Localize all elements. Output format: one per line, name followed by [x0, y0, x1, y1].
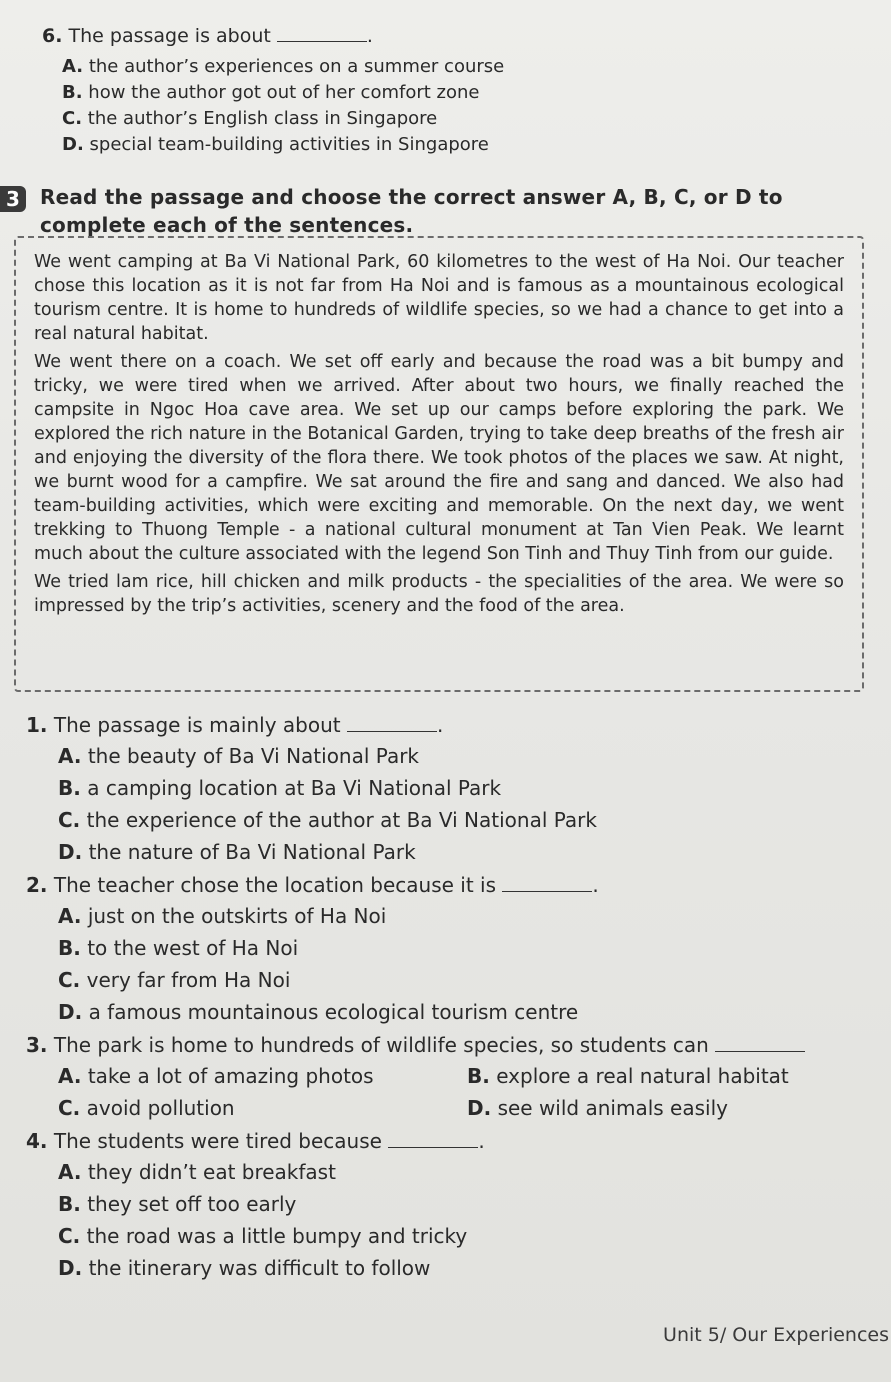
passage-paragraph-2: We went there on a coach. We set off early and because the road was a bit bumpy and tricky, we were tired when we arrived. After about two hours, we finally reached the campsite in Ngoc Hoa cave area. We set up our camps before exploring the park. We explored the rich nature in the Botanical Garden, trying to take deep breaths of the fresh air and enjoying the diversity of the flora there. We took photos of the places we saw. At night, we burnt wood for a campfire. We sat around the fire and sang and danced. We also had team-building activities, which were exciting and memorable. On the next day, we went trekking to Thuong Temple - a national cultural monument at Tan Vien Peak. We learnt much about the culture associated with the legend Son Tinh and Thuy Tinh from our guide. [34, 352, 844, 564]
question-2-option-c[interactable]: C. very far from Ha Noi [58, 968, 291, 992]
question-list [26, 708, 876, 1284]
question-4-option-a[interactable]: A. they didn’t eat breakfast [58, 1160, 336, 1184]
page-footer-unit-label: Unit 5/ Our Experiences [663, 1324, 889, 1346]
question-3-options-row-1 [58, 1060, 876, 1092]
question-6-stem: 6. The passage is about . [42, 25, 373, 47]
question-6-option-d[interactable]: D. special team-building activities in Singapore [62, 134, 489, 155]
question-4-option-c[interactable]: C. the road was a little bumpy and tricky [58, 1224, 468, 1248]
passage-paragraph-1: We went camping at Ba Vi National Park, 60 kilometres to the west of Ha Noi. Our teacher chose this location as it is not far from Ha Noi and is famous as a mountainous ecological tourism centre. It is home to hundreds of wildlife species, so we had a chance to get into a real natural habitat. [34, 252, 844, 344]
exercise-instruction: Read the passage and choose the correct answer A, B, C, or D to complete each of the sentences. [40, 185, 783, 237]
question-3-option-d[interactable]: D. see wild animals easily [467, 1096, 728, 1120]
answer-blank[interactable] [347, 715, 437, 732]
question-1-option-c[interactable]: C. the experience of the author at Ba Vi National Park [58, 808, 597, 832]
question-3-option-c[interactable]: C. avoid pollution [58, 1096, 235, 1120]
exercise-number-badge: 3 [0, 186, 26, 212]
question-1-option-d[interactable]: D. the nature of Ba Vi National Park [58, 840, 416, 864]
question-3-options-row-2 [58, 1092, 876, 1124]
question-4-stem: 4. The students were tired because . [26, 1129, 485, 1153]
question-6 [42, 24, 862, 158]
answer-blank[interactable] [502, 875, 592, 892]
question-2-option-b[interactable]: B. to the west of Ha Noi [58, 936, 299, 960]
question-3-stem: 3. The park is home to hundreds of wildlife species, so students can [26, 1030, 876, 1060]
passage-paragraph-3: We tried lam rice, hill chicken and milk products - the specialities of the area. We were so impressed by the trip’s activities, scenery and the food of the area. [34, 572, 844, 616]
question-2-option-d[interactable]: D. a famous mountainous ecological tourism centre [58, 1000, 579, 1024]
question-3-option-a[interactable]: A. take a lot of amazing photos [58, 1064, 374, 1088]
question-6-option-a[interactable]: A. the author’s experiences on a summer course [62, 56, 505, 77]
answer-blank[interactable] [715, 1035, 805, 1052]
question-6-text: The passage is about [68, 25, 271, 47]
answer-blank[interactable] [388, 1131, 478, 1148]
reading-passage-box [14, 236, 864, 692]
question-6-option-c[interactable]: C. the author’s English class in Singapore [62, 108, 438, 129]
question-2-option-a[interactable]: A. just on the outskirts of Ha Noi [58, 904, 387, 928]
question-4-option-b[interactable]: B. they set off too early [58, 1192, 297, 1216]
answer-blank[interactable] [277, 25, 367, 42]
question-1-stem: 1. The passage is mainly about . [26, 713, 444, 737]
question-4-option-d[interactable]: D. the itinerary was difficult to follow [58, 1256, 431, 1280]
question-6-number: 6. [42, 25, 63, 47]
question-6-option-b[interactable]: B. how the author got out of her comfort zone [62, 82, 480, 103]
question-1-option-a[interactable]: A. the beauty of Ba Vi National Park [58, 744, 420, 768]
question-1-option-b[interactable]: B. a camping location at Ba Vi National Park [58, 776, 502, 800]
question-2-stem: 2. The teacher chose the location because it is . [26, 873, 599, 897]
question-3-option-b[interactable]: B. explore a real natural habitat [467, 1064, 789, 1088]
